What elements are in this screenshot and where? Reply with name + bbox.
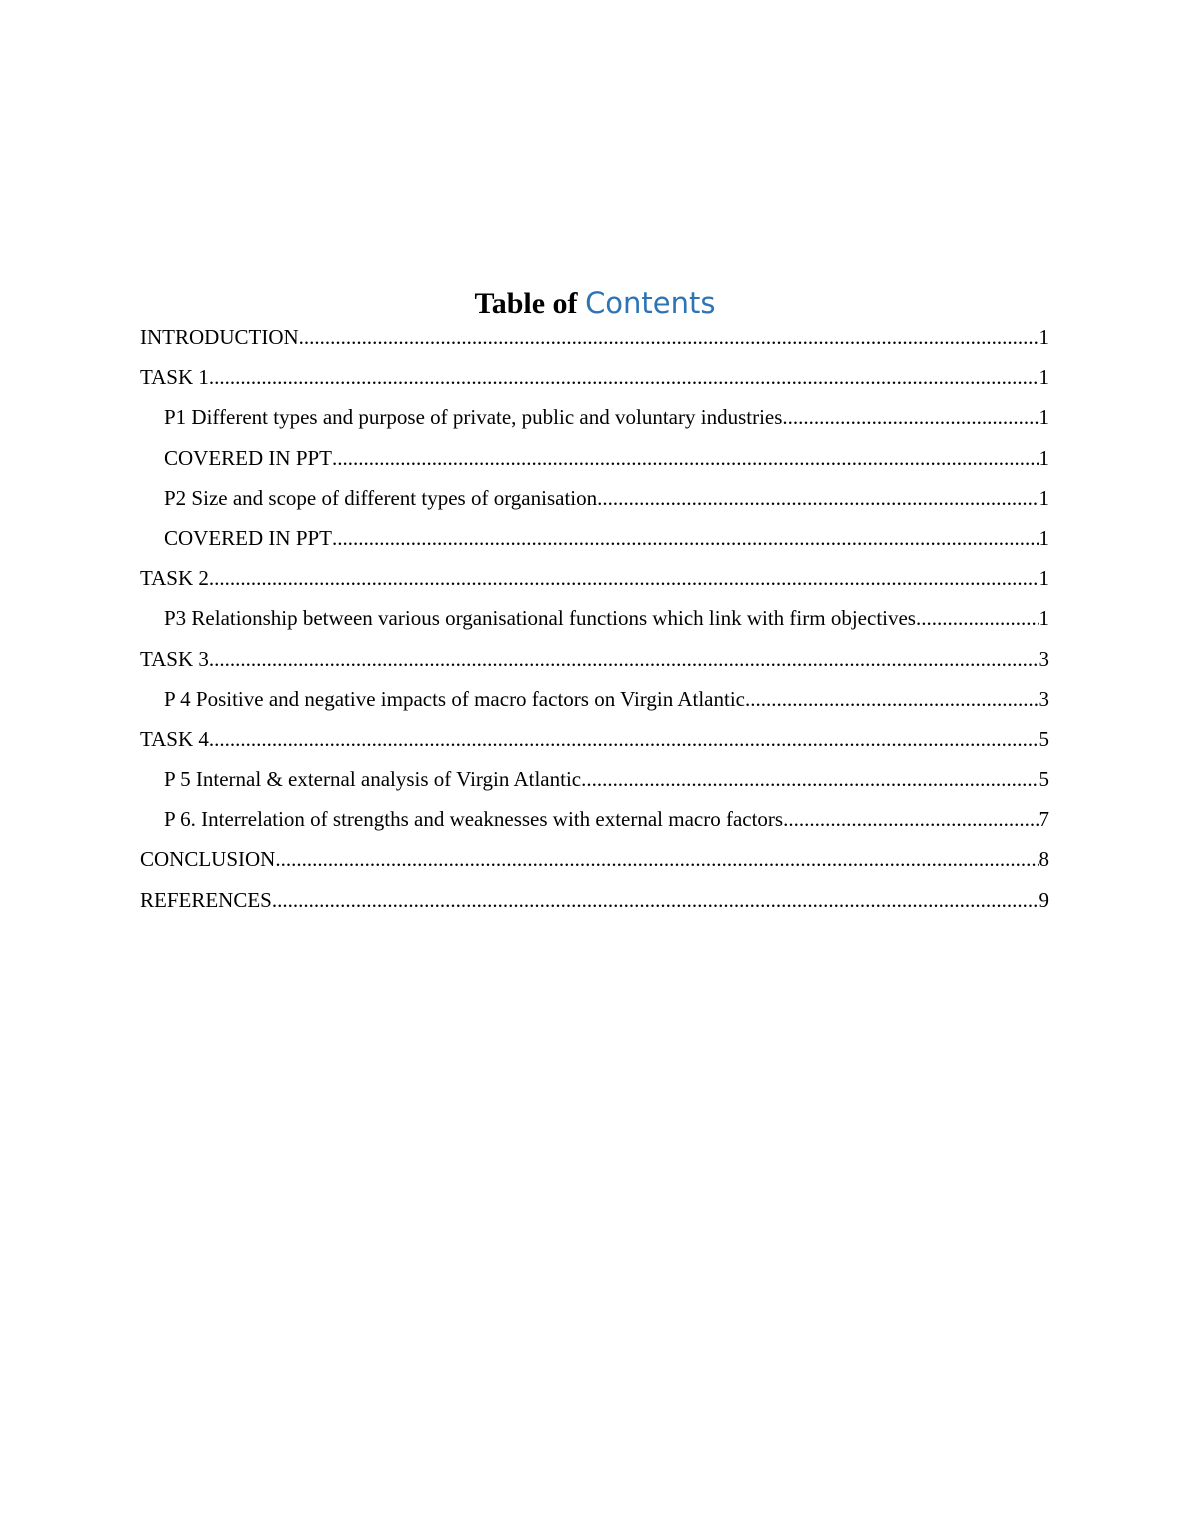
toc-entry-p4[interactable] xyxy=(140,683,1049,723)
toc-entry-label: REFERENCES xyxy=(140,887,272,912)
toc-entry-label: INTRODUCTION xyxy=(140,325,299,349)
dot-leader xyxy=(272,884,1039,916)
toc-page-number: 1 xyxy=(1038,566,1049,591)
toc-page-number: 1 xyxy=(1038,606,1049,631)
toc-entry-p1[interactable] xyxy=(140,401,1049,441)
toc-entry-label: CONCLUSION xyxy=(140,847,276,872)
toc-page-number: 1 xyxy=(1038,485,1049,510)
toc-entry-p6[interactable] xyxy=(140,803,1049,843)
toc-entry-task-3[interactable] xyxy=(140,643,1049,683)
toc-entry-label: TASK 3 xyxy=(140,646,209,671)
toc-entry-task-4[interactable] xyxy=(140,723,1049,763)
toc-entry-p5[interactable] xyxy=(140,763,1049,803)
dot-leader xyxy=(782,401,1038,433)
toc-entry-label: P 6. Interrelation of strengths and weaknesses with external macro factors xyxy=(164,807,784,832)
toc-page-number: 1 xyxy=(1038,365,1049,390)
toc-title xyxy=(0,284,1190,323)
toc-entry-covered-in-ppt-1[interactable] xyxy=(140,442,1049,482)
dot-leader xyxy=(209,562,1039,594)
toc-entry-label: P 5 Internal & external analysis of Virgin Atlantic xyxy=(164,767,582,792)
toc-entry-label: TASK 1 xyxy=(140,365,209,390)
dot-leader xyxy=(783,803,1038,835)
toc-entry-label: TASK 2 xyxy=(140,566,209,591)
toc-entry-label: P3 Relationship between various organisational functions which link with firm objectives xyxy=(164,606,916,631)
toc-page-number: 9 xyxy=(1038,887,1049,912)
toc-entry-label: COVERED IN PPT xyxy=(164,445,333,470)
toc-entry-p3[interactable] xyxy=(140,602,1049,642)
toc-entry-label: P2 Size and scope of different types of organisation xyxy=(164,485,598,510)
toc-page-number: 1 xyxy=(1038,325,1049,349)
dot-leader xyxy=(209,643,1039,675)
toc-entry-label: P 4 Positive and negative impacts of macro factors on Virgin Atlantic xyxy=(164,686,745,711)
dot-leader xyxy=(916,602,1039,634)
toc-page-number: 1 xyxy=(1038,405,1049,430)
toc-page-number: 8 xyxy=(1038,847,1049,872)
toc-page-number: 7 xyxy=(1038,807,1049,832)
dot-leader xyxy=(209,723,1039,755)
dot-leader xyxy=(332,522,1038,554)
toc-entry-p2[interactable] xyxy=(140,482,1049,522)
dot-leader xyxy=(209,361,1039,393)
toc-entry-task-1[interactable] xyxy=(140,361,1049,401)
toc-page-number: 1 xyxy=(1038,445,1049,470)
toc-page-number: 5 xyxy=(1038,726,1049,751)
dot-leader xyxy=(745,683,1039,715)
dot-leader xyxy=(581,763,1038,795)
toc-list xyxy=(140,321,1049,924)
toc-entry-references[interactable] xyxy=(140,884,1049,924)
toc-page-number: 5 xyxy=(1038,767,1049,792)
toc-entry-covered-in-ppt-2[interactable] xyxy=(140,522,1049,562)
toc-entry-task-2[interactable] xyxy=(140,562,1049,602)
toc-page-number: 1 xyxy=(1038,525,1049,550)
dot-leader xyxy=(275,843,1038,875)
toc-entry-conclusion[interactable] xyxy=(140,843,1049,883)
dot-leader xyxy=(597,482,1038,514)
toc-entry-label: TASK 4 xyxy=(140,726,209,751)
toc-page-number: 3 xyxy=(1038,646,1049,671)
dot-leader xyxy=(332,442,1038,474)
toc-title-part2: Contents xyxy=(585,286,716,320)
toc-title-part1: Table of xyxy=(474,287,578,320)
toc-entry-introduction[interactable] xyxy=(140,321,1049,361)
toc-page-number: 3 xyxy=(1038,686,1049,711)
toc-entry-label: COVERED IN PPT xyxy=(164,525,333,550)
dot-leader xyxy=(299,321,1039,353)
toc-entry-label: P1 Different types and purpose of private, public and voluntary industries xyxy=(164,405,783,430)
